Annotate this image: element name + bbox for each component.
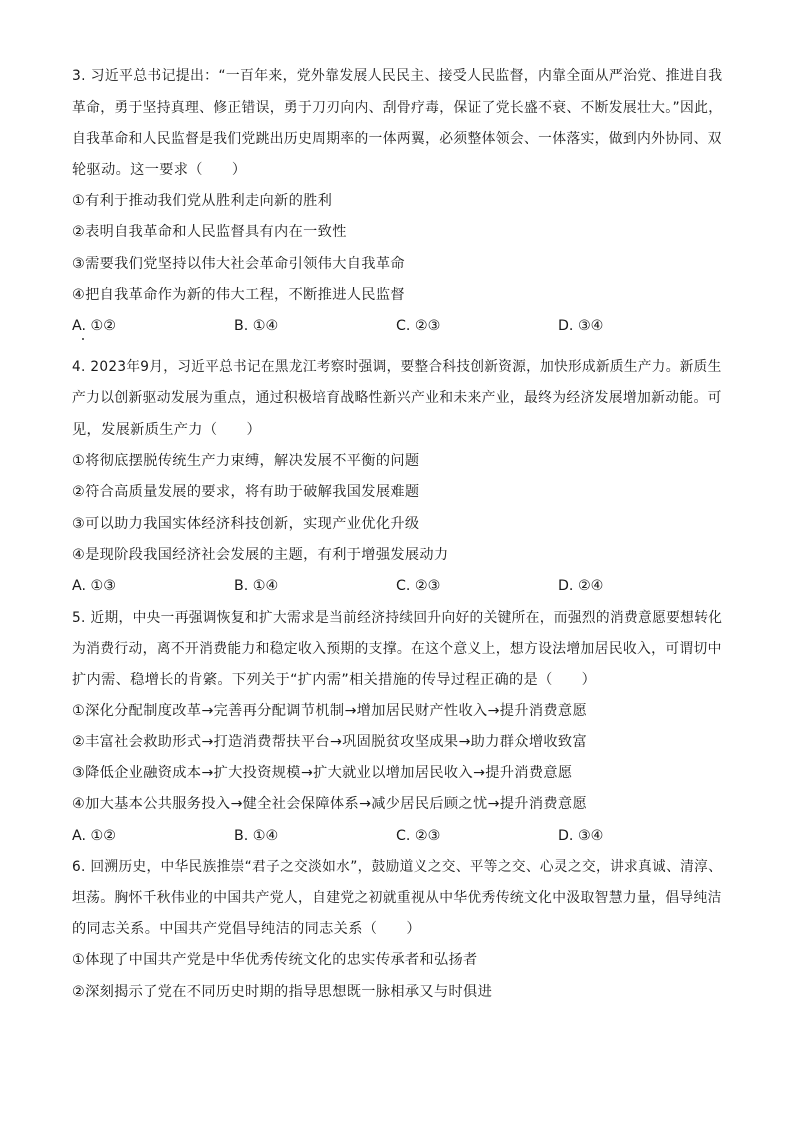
answer-statement: ④加大基本公共服务投入→健全社会保障体系→减少居民后顾之忧→提升消费意愿: [72, 796, 587, 812]
option-c[interactable]: C. ②③: [396, 318, 441, 334]
option-a[interactable]: A. ①②: [72, 318, 116, 334]
option-a[interactable]: A. ①②: [72, 828, 116, 844]
question-stem-line: 6. 回溯历史，中华民族推崇“君子之交淡如水”，鼓励道义之交、平等之交、心灵之交，讲求真诚、清淳、: [72, 859, 723, 875]
answer-statement: ④把自我革命作为新的伟大工程，不断推进人民监督: [72, 287, 405, 303]
answer-statement: ②丰富社会救助形式→打造消费帮扶平台→巩固脱贫攻坚成果→助力群众增收致富: [72, 734, 587, 750]
option-c[interactable]: C. ②③: [396, 828, 441, 844]
answer-statement: ③可以助力我国实体经济科技创新，实现产业优化升级: [72, 516, 420, 532]
option-b[interactable]: B. ①④: [234, 318, 279, 334]
question-stem-line: 轮驱动。这一要求（ ）: [72, 162, 247, 178]
answer-statement: ①深化分配制度改革→完善再分配调节机制→增加居民财产性收入→提升消费意愿: [72, 703, 587, 719]
option-b[interactable]: B. ①④: [234, 578, 279, 594]
question-stem-line: 3. 习近平总书记提出：“一百年来，党外靠发展人民民主、接受人民监督，内靠全面从严治党、推进自我: [72, 68, 723, 84]
answer-statement: ②符合高质量发展的要求，将有助于破解我国发展难题: [72, 484, 420, 500]
stray-dot: [82, 338, 84, 340]
option-d[interactable]: D. ③④: [558, 318, 604, 334]
option-b[interactable]: B. ①④: [234, 828, 279, 844]
answer-statement: ①有利于推动我们党从胜利走向新的胜利: [72, 193, 333, 209]
question-stem-line: 产力以创新驱动发展为重点，通过积极培育战略性新兴产业和未来产业，最终为经济发展增加新动能。可: [72, 390, 722, 406]
answer-statement: ②表明自我革命和人民监督具有内在一致性: [72, 224, 347, 240]
answer-statement: ①体现了中国共产党是中华优秀传统文化的忠实传承者和弘扬者: [72, 952, 478, 968]
answer-statement: ③降低企业融资成本→扩大投资规模→扩大就业以增加居民收入→提升消费意愿: [72, 765, 573, 781]
option-d[interactable]: D. ②④: [558, 578, 604, 594]
option-c[interactable]: C. ②③: [396, 578, 441, 594]
answer-statement: ③需要我们党坚持以伟大社会革命引领伟大自我革命: [72, 256, 405, 272]
question-stem-line: 的同志关系。中国共产党倡导纯洁的同志关系（ ）: [72, 921, 421, 937]
question-stem-line: 自我革命和人民监督是我们党跳出历史周期率的一体两翼，必须整体领会、一体落实，做到内外协同、双: [72, 131, 722, 147]
question-stem-line: 5. 近期，中央一再强调恢复和扩大需求是当前经济持续回升向好的关键所在，而强烈的消费意愿要想转化: [72, 610, 723, 626]
answer-statement: ④是现阶段我国经济社会发展的主题，有利于增强发展动力: [72, 547, 449, 563]
question-stem-line: 见，发展新质生产力（ ）: [72, 422, 261, 438]
question-stem-line: 革命，勇于坚持真理、修正错误，勇于刀刃向内、刮骨疗毒，保证了党长盛不衰、不断发展壮大。”因此，: [72, 100, 723, 116]
option-a[interactable]: A. ①③: [72, 578, 116, 594]
question-stem-line: 4. 2023年9月，习近平总书记在黑龙江考察时强调，要整合科技创新资源，加快形成新质生产力。新质生: [72, 359, 722, 375]
answer-statement: ①将彻底摆脱传统生产力束缚，解决发展不平衡的问题: [72, 453, 420, 469]
answer-statement: ②深刻揭示了党在不同历史时期的指导思想既一脉相承又与时俱进: [72, 984, 493, 1000]
question-stem-line: 扩内需、稳增长的肯綮。下列关于“扩内需”相关措施的传导过程正确的是（ ）: [72, 672, 597, 688]
question-stem-line: 为消费行动，离不开消费能力和稳定收入预期的支撑。在这个意义上，想方设法增加居民收入，可谓切中: [72, 641, 722, 657]
question-stem-line: 坦荡。胸怀千秋伟业的中国共产党人，自建党之初就重视从中华优秀传统文化中汲取智慧力量，倡导纯洁: [72, 890, 722, 906]
option-d[interactable]: D. ③④: [558, 828, 604, 844]
